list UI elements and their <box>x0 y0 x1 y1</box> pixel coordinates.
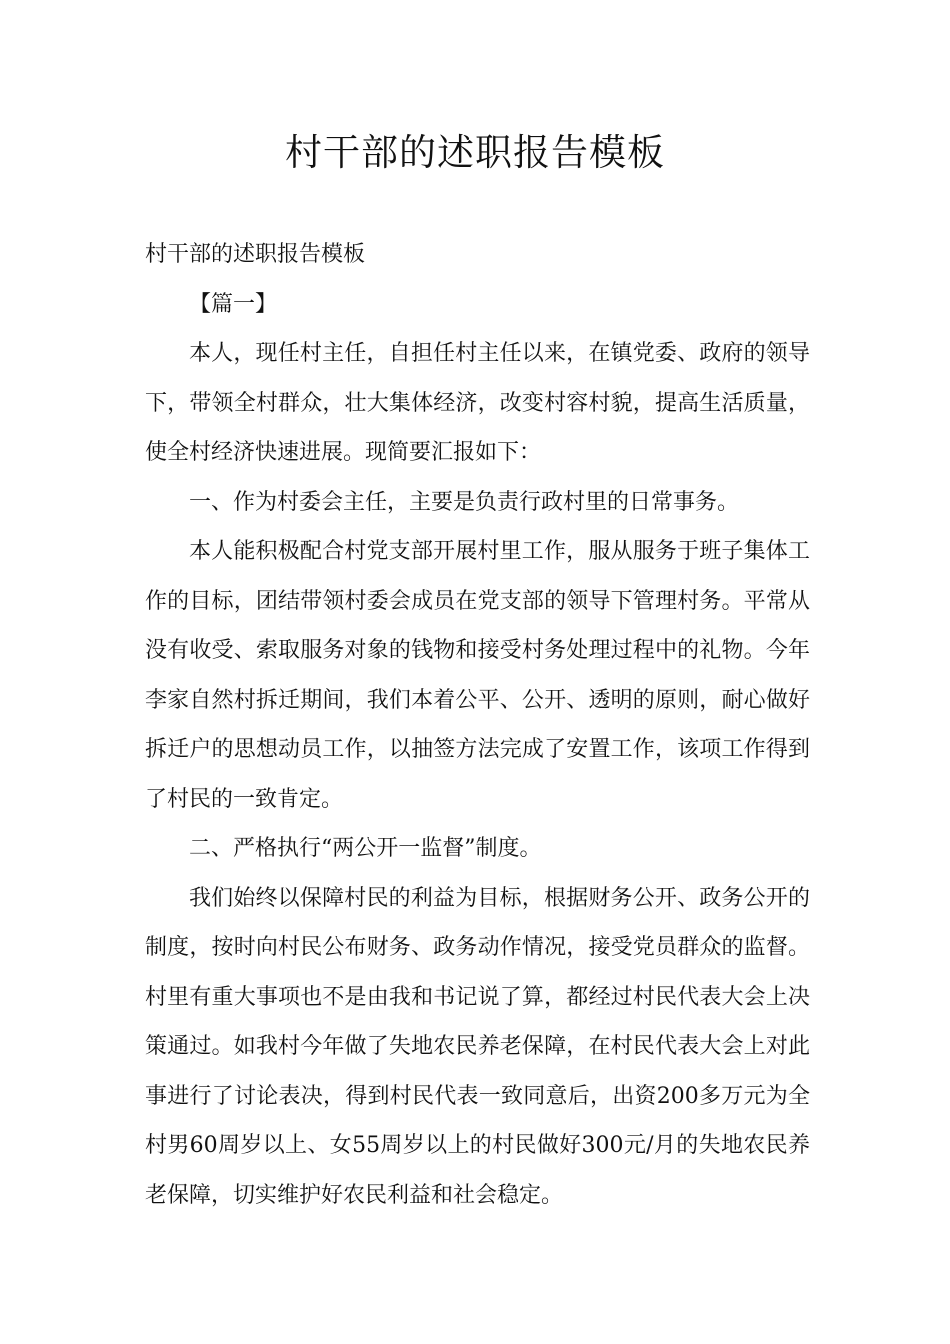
document-subtitle: 村干部的述职报告模板 <box>145 242 366 267</box>
heading-one: 一、作为村委会主任，主要是负责行政村里的日常事务。 <box>189 489 740 515</box>
paragraph-two: 我们始终以保障村民的利益为目标，根据财务公开、政务公开的制度，按时向村民公布财务、政务动作情况，接受党员群众的监督。村里有重大事项也不是由我和书记说了算，都经过村民代表大会上决策通过。如我村今年做了失地农民养老保障，在村民代表大会上对此事进行了讨论表决，得到村民代表一致同意后，出资200多万元为全村男60周岁以上、女55周岁以上的村民做好300元/月的失地农民养老保障，切实维护好农民利益和社会稳定。 <box>145 885 810 1208</box>
paragraph-one: 本人能积极配合村党支部开展村里工作，服从服务于班子集体工作的目标，团结带领村委会成员在党支部的领导下管理村务。平常从没有收受、索取服务对象的钱物和接受村务处理过程中的礼物。今年李家自然村拆迁期间，我们本着公平、公开、透明的原则，耐心做好拆迁户的思想动员工作，以抽签方法完成了安置工作，该项工作得到了村民的一致肯定。 <box>145 539 810 812</box>
document-body <box>145 230 810 1220</box>
section-mark: 【篇一】 <box>189 291 278 317</box>
document-title: 村干部的述职报告模板 <box>285 131 665 174</box>
heading-two: 二、严格执行“两公开一监督”制度。 <box>189 836 542 861</box>
paragraph-intro: 本人，现任村主任，自担任村主任以来，在镇党委、政府的领导下，带领全村群众，壮大集体经济，改变村容村貌，提高生活质量，使全村经济快速进展。现简要汇报如下： <box>145 341 810 465</box>
